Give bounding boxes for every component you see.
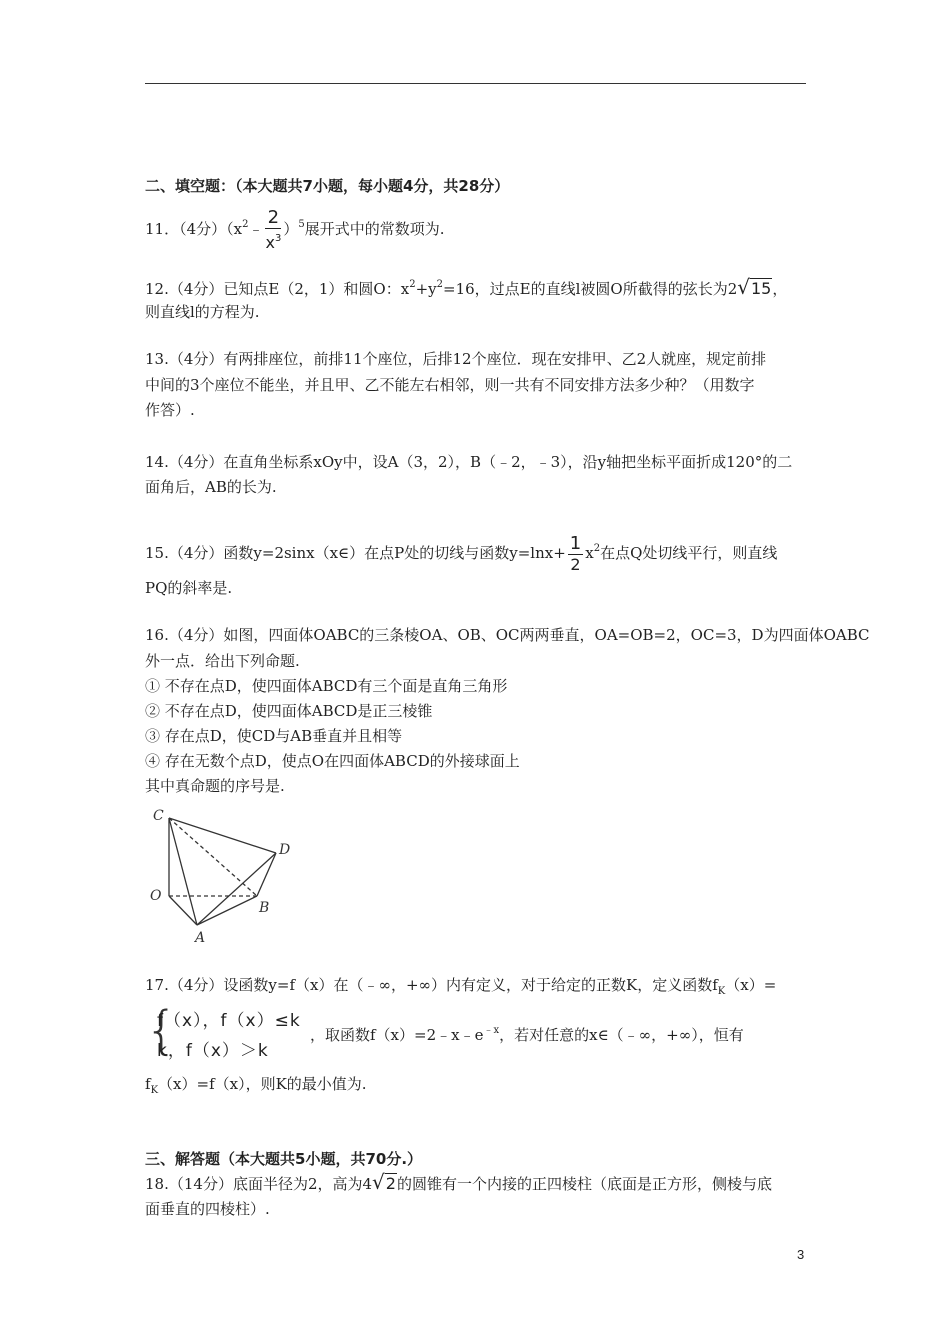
label-c: C (153, 808, 164, 824)
left-brace: { (145, 1001, 179, 1061)
section-2-header: 二、填空题：（本大题共7小题，每小题4分，共28分） (145, 177, 510, 195)
question-17-line-2: ，取函数$f(x)=2﹣x﹣e^{﹣x}$，若对任意的x∈（﹣∞，+∞），恒有 (310, 1025, 744, 1044)
sqrt-15: √15 (737, 275, 772, 299)
question-16-option-1: ① 不存在点D，使四面体ABCD有三个面是直角三角形 (145, 677, 508, 695)
label-d: D (279, 842, 291, 858)
question-18-line-1: 18.（14分）底面半径为2，高为4√2的圆锥有一个内接的正四棱柱（底面是正方形，侧棱与底 (145, 1170, 772, 1194)
question-16-line-2: 外一点．给出下列命题. (145, 652, 300, 670)
question-17-line-3: $f_K(x)=f(x)$，则K的最小值为. (145, 1075, 367, 1096)
edge-cb-hidden (169, 818, 257, 896)
question-18-line-2: 面垂直的四棱柱）. (145, 1200, 270, 1218)
label-a: A (195, 930, 206, 945)
question-16-line-1: 16.（4分）如图，四面体OABC的三条棱OA、OB、OC两两垂直，OA=OB=2，OC=3，D为四面体OABC (145, 626, 870, 644)
question-13-line-1: 13.（4分）有两排座位，前排11个座位，后排12个座位．现在安排甲、乙2人就座，规定前排 (145, 350, 767, 368)
label-b: B (259, 900, 270, 916)
edge-bd (257, 853, 276, 896)
question-13-line-2: 中间的3个座位不能坐，并且甲、乙不能左右相邻，则一共有不同安排方法多少种？（用数字 (145, 376, 755, 394)
piecewise-case-1: f（x），f（x）≤k (157, 1011, 301, 1031)
question-12-line-1: 12.（4分）已知点E（2，1）和圆O：$x^2+y^2=16$，过点E的直线l被圆O所截得的弦长为2√15， (145, 275, 788, 299)
question-16-option-3: ③ 存在点D，使CD与AB垂直并且相等 (145, 727, 403, 745)
question-17-line-1: 17.（4分）设函数y=f（x）在（﹣∞，+∞）内有定义，对于给定的正数K，定义函数$f_K(x)=$ (145, 976, 777, 997)
question-13-line-3: 作答）. (145, 401, 195, 419)
page-number: 3 (797, 1247, 805, 1262)
question-15-line-1: 15.（4分）函数y=2sinx（x∈）在点P处的切线与函数y=lnx+ $\frac{1}{2}$ $x^2$在点Q处切线平行，则直线 (145, 532, 778, 574)
piecewise-case-2: k，f（x）＞k (157, 1041, 269, 1061)
question-12-line-2: 则直线l的方程为. (145, 303, 260, 321)
edge-ca (169, 818, 197, 925)
header-rule (145, 83, 806, 84)
question-16-option-4: ④ 存在无数个点D，使点O在四面体ABCD的外接球面上 (145, 752, 520, 770)
section-3-header: 三、解答题（本大题共5小题，共70分.） (145, 1150, 423, 1168)
tetrahedron-figure (145, 800, 305, 945)
label-o: O (150, 888, 162, 904)
question-15-line-2: PQ的斜率是. (145, 579, 233, 597)
question-11: 11．（4分）（$x^2﹣$ $\frac{2}{x^3}$ ）$^5$展开式中的常数项为. (145, 206, 445, 252)
edge-cd (169, 818, 276, 853)
fraction-2-over-x3: $\frac{2}{x^3}$ (265, 206, 282, 252)
question-14-line-2: 面角后，AB的长为. (145, 478, 277, 496)
fraction-one-half: $\frac{1}{2}$ (569, 532, 582, 574)
question-16-option-2: ② 不存在点D，使四面体ABCD是正三棱锥 (145, 702, 433, 720)
piecewise-definition (145, 1003, 325, 1063)
question-14-line-1: 14.（4分）在直角坐标系xOy中，设A（3，2），B（﹣2，﹣3），沿y轴把坐标平面折成120°的二 (145, 453, 793, 471)
sqrt-2: √2 (372, 1170, 396, 1194)
edge-ab (197, 896, 257, 925)
question-16-ending: 其中真命题的序号是. (145, 777, 285, 795)
